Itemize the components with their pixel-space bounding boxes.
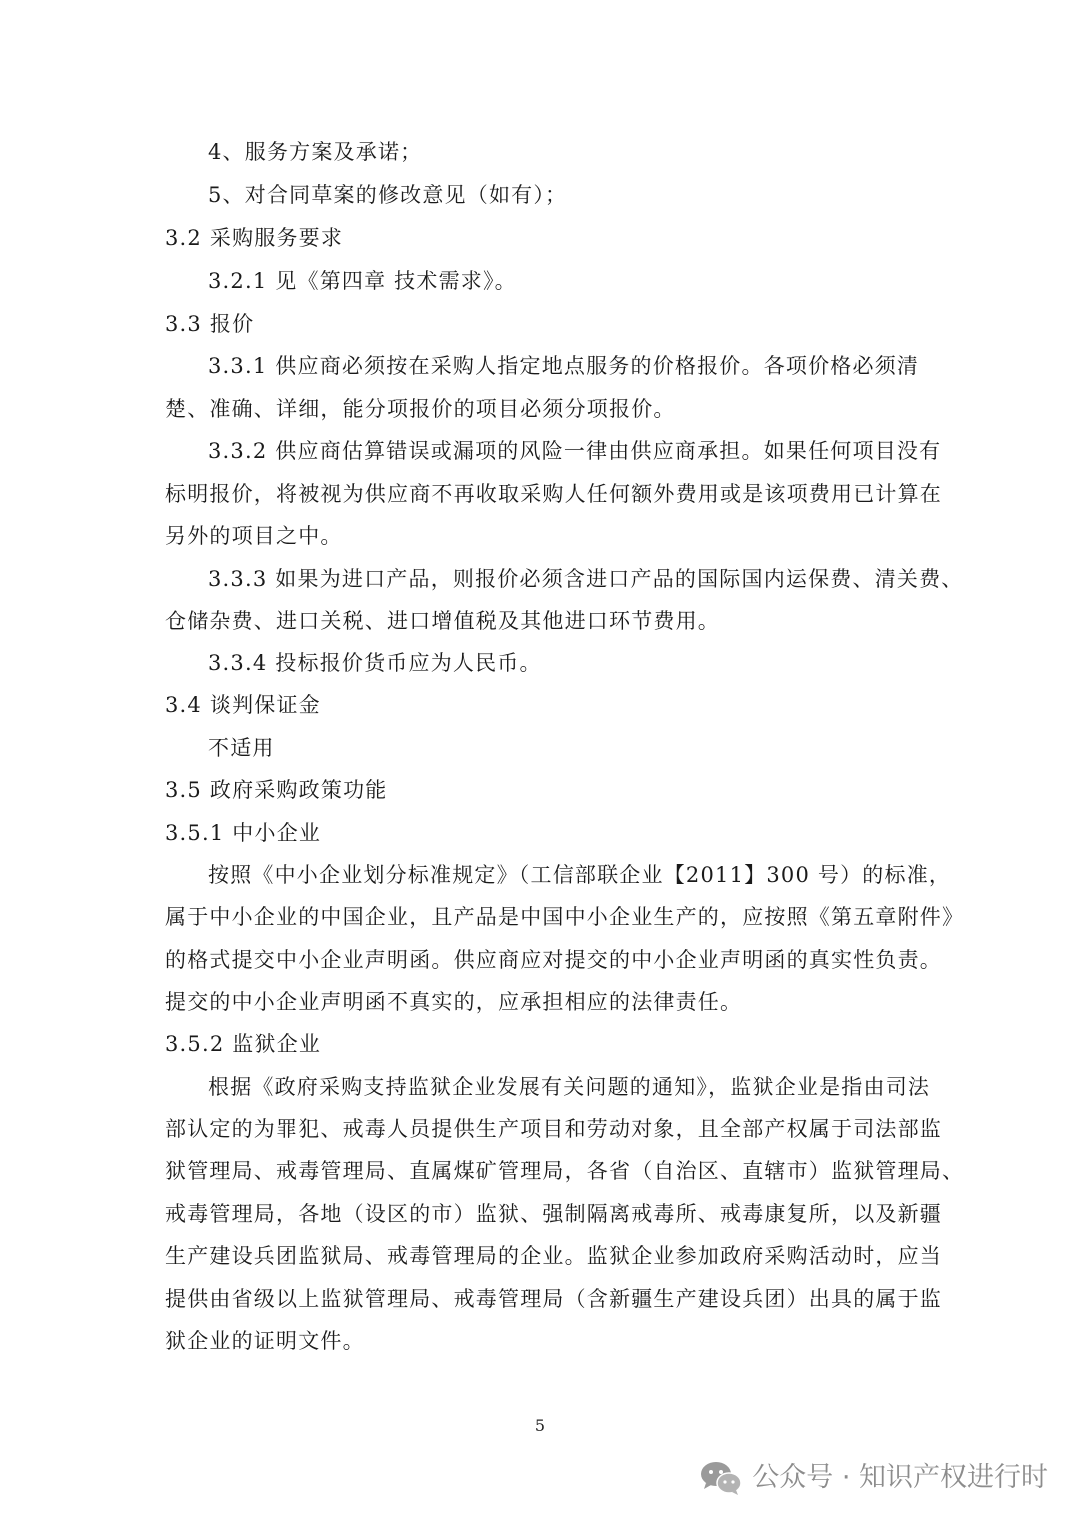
text-line: 属于中小企业的中国企业，且产品是中国中小企业生产的，应按照《第五章附件》 <box>165 905 965 929</box>
section-heading: 3.2 采购服务要求 <box>165 226 344 250</box>
wechat-icon <box>698 1458 744 1498</box>
text-line: 3.3.2 供应商估算错误或漏项的风险一律由供应商承担。如果任何项目没有 <box>208 439 942 463</box>
text-line: 狱管理局、戒毒管理局、直属煤矿管理局，各省（自治区、直辖市）监狱管理局、 <box>165 1159 965 1183</box>
text-line: 5、对合同草案的修改意见（如有）； <box>208 183 568 207</box>
text-line: 楚、准确、详细，能分项报价的项目必须分项报价。 <box>165 397 676 421</box>
subsection-heading: 3.5.2 监狱企业 <box>165 1032 322 1056</box>
text-line: 另外的项目之中。 <box>165 524 343 548</box>
text-line: 生产建设兵团监狱局、戒毒管理局的企业。监狱企业参加政府采购活动时，应当 <box>165 1244 942 1268</box>
text-line: 戒毒管理局，各地（设区的市）监狱、强制隔离戒毒所、戒毒康复所，以及新疆 <box>165 1202 942 1226</box>
text-line: 按照《中小企业划分标准规定》（工信部联企业【2011】300 号）的标准， <box>208 863 952 887</box>
text-line: 提交的中小企业声明函不真实的，应承担相应的法律责任。 <box>165 990 743 1014</box>
text-line: 狱企业的证明文件。 <box>165 1329 365 1353</box>
section-heading: 3.4 谈判保证金 <box>165 693 321 717</box>
text-line: 部认定的为罪犯、戒毒人员提供生产项目和劳动对象，且全部产权属于司法部监 <box>165 1117 942 1141</box>
text-line: 根据《政府采购支持监狱企业发展有关问题的通知》，监狱企业是指由司法 <box>208 1075 931 1099</box>
text-line: 3.3.1 供应商必须按在采购人指定地点服务的价格报价。各项价格必须清 <box>208 354 920 378</box>
section-heading: 3.5 政府采购政策功能 <box>165 778 388 802</box>
watermark-text: 公众号 · 知识产权进行时 <box>752 1462 1048 1493</box>
text-line: 3.3.3 如果为进口产品，则报价必须含进口产品的国际国内运保费、清关费、 <box>208 567 964 591</box>
text-line: 仓储杂费、进口关税、进口增值税及其他进口环节费用。 <box>165 609 720 633</box>
text-line: 的格式提交中小企业声明函。供应商应对提交的中小企业声明函的真实性负责。 <box>165 948 942 972</box>
text-line: 3.3.4 投标报价货币应为人民币。 <box>208 651 542 675</box>
text-line: 3.2.1 见《第四章 技术需求》。 <box>208 269 517 293</box>
subsection-heading: 3.5.1 中小企业 <box>165 821 322 845</box>
text-line: 不适用 <box>208 736 275 760</box>
text-line: 标明报价，将被视为供应商不再收取采购人任何额外费用或是该项费用已计算在 <box>165 482 942 506</box>
page-number: 5 <box>534 1416 546 1435</box>
text-line: 提供由省级以上监狱管理局、戒毒管理局（含新疆生产建设兵团）出具的属于监 <box>165 1287 942 1311</box>
text-line: 4、服务方案及承诺； <box>208 140 423 164</box>
section-heading: 3.3 报价 <box>165 312 255 336</box>
watermark <box>698 1458 1048 1498</box>
